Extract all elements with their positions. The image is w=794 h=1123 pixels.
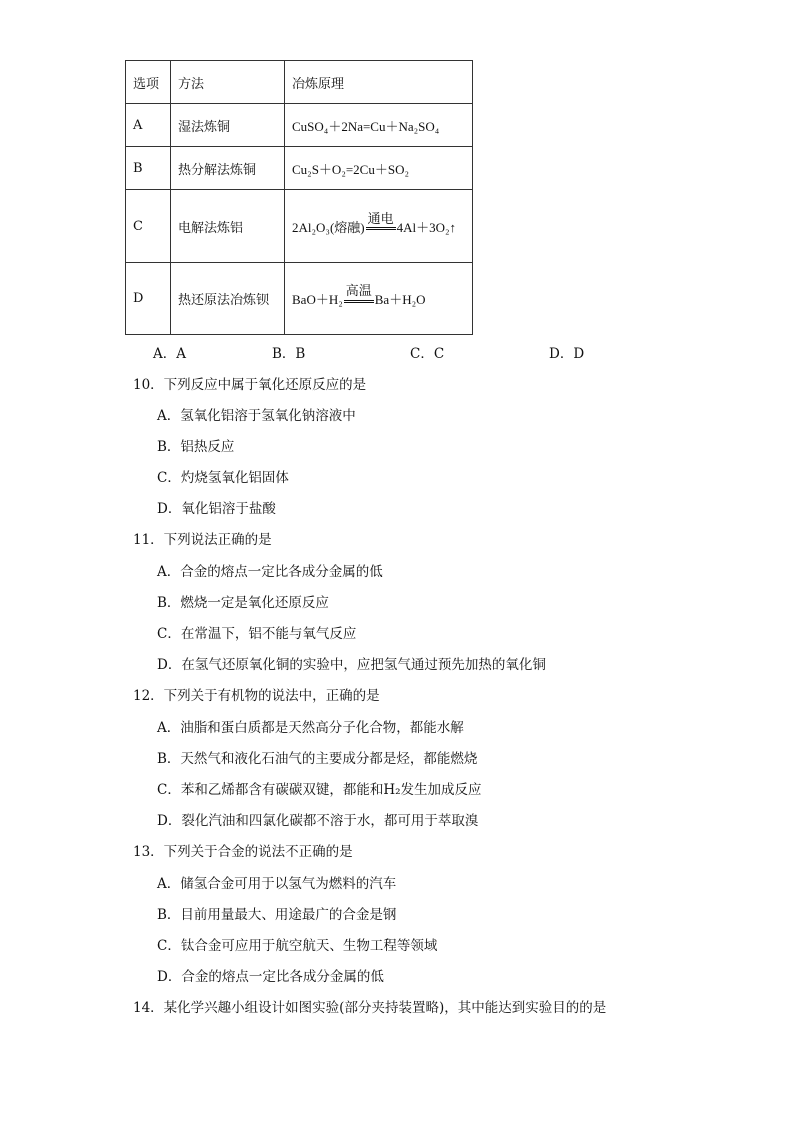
row-method: 湿法炼铜 [171, 104, 285, 147]
question-option[interactable]: C．苯和乙烯都含有碳碳双键，都能和H₂发生加成反应 [157, 782, 482, 798]
table-row [126, 190, 473, 263]
question-stem: 13．下列关于合金的说法不正确的是 [133, 844, 353, 860]
formula-reactants: 2Al₂O₃(熔融) [292, 219, 365, 235]
formula-products: Ba＋H₂O [374, 292, 426, 307]
question-option[interactable]: D．裂化汽油和四氯化碳都不溶于水，都可用于萃取溴 [157, 813, 479, 829]
question-option[interactable]: C．钛合金可应用于航空航天、生物工程等领域 [157, 938, 438, 954]
question-stem: 14．某化学兴趣小组设计如图实验(部分夹持装置略)，其中能达到实验目的的是 [133, 1000, 607, 1016]
options-table [125, 60, 473, 335]
reaction-condition [344, 284, 374, 308]
table-row [126, 263, 473, 335]
choice-b[interactable]: B．B [272, 346, 306, 362]
question-option[interactable]: A．氢氧化铝溶于氢氧化钠溶液中 [157, 408, 356, 424]
table-row [126, 104, 473, 147]
row-formula: Cu₂S＋O₂=2Cu＋SO₂ [285, 147, 473, 190]
condition-label: 高温 [345, 284, 372, 299]
question-option[interactable]: C．在常温下，铝不能与氧气反应 [157, 626, 357, 642]
question-stem: 11．下列说法正确的是 [133, 532, 272, 548]
question-option[interactable]: A．储氢合金可用于以氢气为燃料的汽车 [157, 876, 397, 892]
question-option[interactable]: B．天然气和液化石油气的主要成分都是烃，都能燃烧 [157, 751, 478, 767]
row-formula [285, 263, 473, 335]
question-stem: 12．下列关于有机物的说法中，正确的是 [133, 688, 380, 704]
header-option: 选项 [126, 61, 171, 104]
q9-choices [0, 342, 794, 362]
header-principle: 冶炼原理 [285, 61, 473, 104]
row-option: D [126, 263, 171, 335]
question-option[interactable]: B．目前用量最大、用途最广的合金是钢 [157, 907, 397, 923]
row-formula [285, 190, 473, 263]
row-formula: CuSO₄＋2Na=Cu＋Na₂SO₄ [285, 104, 473, 147]
formula-products: 4Al＋3O₂↑ [396, 219, 457, 235]
choice-a[interactable]: A．A [153, 346, 186, 362]
choice-c[interactable]: C．C [410, 346, 445, 362]
condition-label: 通电 [367, 211, 394, 227]
question-option[interactable]: B．燃烧一定是氧化还原反应 [157, 595, 329, 611]
table-header-row [126, 61, 473, 104]
row-method: 热还原法冶炼钡 [171, 263, 285, 335]
row-method: 电解法炼铝 [171, 190, 285, 263]
question-option[interactable]: C．灼烧氢氧化铝固体 [157, 470, 289, 486]
row-option: C [126, 190, 171, 263]
row-option: B [126, 147, 171, 190]
question-stem: 10．下列反应中属于氧化还原反应的是 [133, 377, 367, 393]
question-option[interactable]: D．合金的熔点一定比各成分金属的低 [157, 969, 384, 985]
question-option[interactable]: D．氧化铝溶于盐酸 [157, 501, 276, 517]
question-option[interactable]: B．铝热反应 [157, 439, 235, 455]
question-option[interactable]: A．油脂和蛋白质都是天然高分子化合物，都能水解 [157, 720, 464, 736]
equals-line [344, 300, 374, 303]
reaction-condition [366, 211, 396, 236]
question-option[interactable]: D．在氢气还原氧化铜的实验中，应把氢气通过预先加热的氧化铜 [157, 657, 546, 673]
equals-line [366, 227, 396, 230]
formula-reactants: BaO＋H₂ [292, 292, 343, 307]
row-option: A [126, 104, 171, 147]
header-method: 方法 [171, 61, 285, 104]
table-row [126, 147, 473, 190]
question-option[interactable]: A．合金的熔点一定比各成分金属的低 [157, 564, 383, 580]
choice-d[interactable]: D．D [549, 346, 585, 362]
row-method: 热分解法炼铜 [171, 147, 285, 190]
